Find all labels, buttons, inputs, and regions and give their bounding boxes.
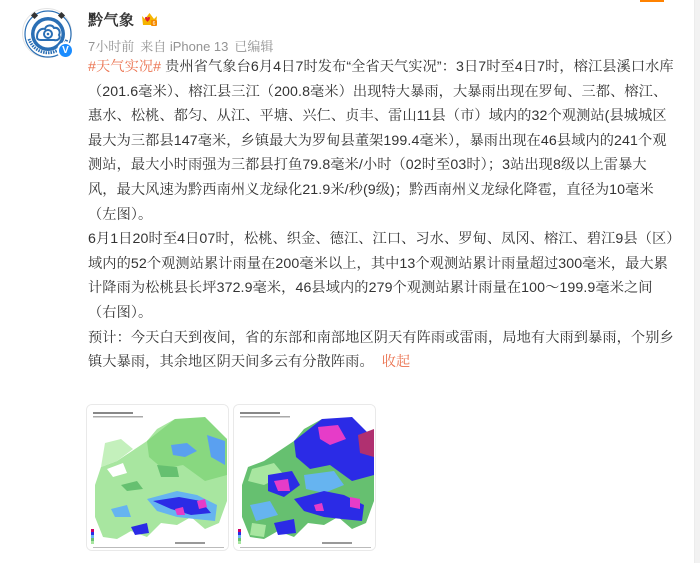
rainfall-map-cumulative-image xyxy=(234,405,376,551)
paragraph-3-text: 预计：今天白天到夜间，省的东部和南部地区阴天有阵雨或雷雨，局地有大雨到暴雨，个别乡镇大暴雨，其余地区阴天间多云有分散阵雨。 xyxy=(88,329,674,371)
hashtag-link[interactable]: #天气实况# xyxy=(88,59,162,75)
svg-text:6: 6 xyxy=(152,20,155,27)
edited-label[interactable]: 已编辑 xyxy=(234,39,274,54)
avatar[interactable] xyxy=(22,8,72,58)
post-time[interactable]: 7小时前 xyxy=(88,39,135,54)
image-gallery xyxy=(86,404,376,551)
verified-v-icon: V xyxy=(57,42,74,59)
post-body xyxy=(88,55,674,375)
paragraph-1 xyxy=(88,55,674,227)
post-header xyxy=(88,8,273,55)
paragraph-3 xyxy=(88,326,674,375)
scrollbar-track[interactable] xyxy=(694,0,700,563)
paragraph-2: 6月1日20时至4日07时，松桃、织金、德江、江口、习水、罗甸、凤冈、榕江、碧江9县（区）域内的52个观测站累计雨量在200毫米以上，其中13个观测站累计雨量超过300毫米，最大累计降雨为松桃县长坪372.9毫米，46县域内的279个观测站累计雨量在100～199.9毫米之间（右图）。 xyxy=(88,231,674,321)
collapse-button[interactable]: 收起 xyxy=(381,354,411,371)
vip-crown-icon[interactable] xyxy=(141,12,158,27)
post-source: 来自 iPhone 13 xyxy=(140,39,229,54)
image-thumbnail-left[interactable] xyxy=(86,404,229,551)
image-thumbnail-right[interactable] xyxy=(233,404,376,551)
post-meta xyxy=(88,36,273,55)
username-link[interactable]: 黔气象 xyxy=(88,11,135,29)
paragraph-1-text: 贵州省气象台6月4日7时发布“全省天气实况”：3日7时至4日7时，榕江县溪口水库（201.6毫米）、榕江县三江（200.8毫米）出现特大暴雨，大暴雨出现在罗甸、三都、榕江、惠水、松桃、都匀、从江、平塘、兴仁、贞丰、雷山11县（市）域内的32个观测站(县城城区最大为三都县147毫米，乡镇最大为罗甸县董架199.4毫米），暴雨出现在46县域内的241个观测站，最大小时雨强为三都县打鱼79.8毫米/小时（02时至03时）；3站出现8级以上雷暴大风，最大风速为黔西南州义龙绿化21.9米/秒(9级)；黔西南州义龙绿化降雹，直径为10毫米（左图）。 xyxy=(88,59,674,223)
rainfall-map-24h-image xyxy=(87,405,229,551)
